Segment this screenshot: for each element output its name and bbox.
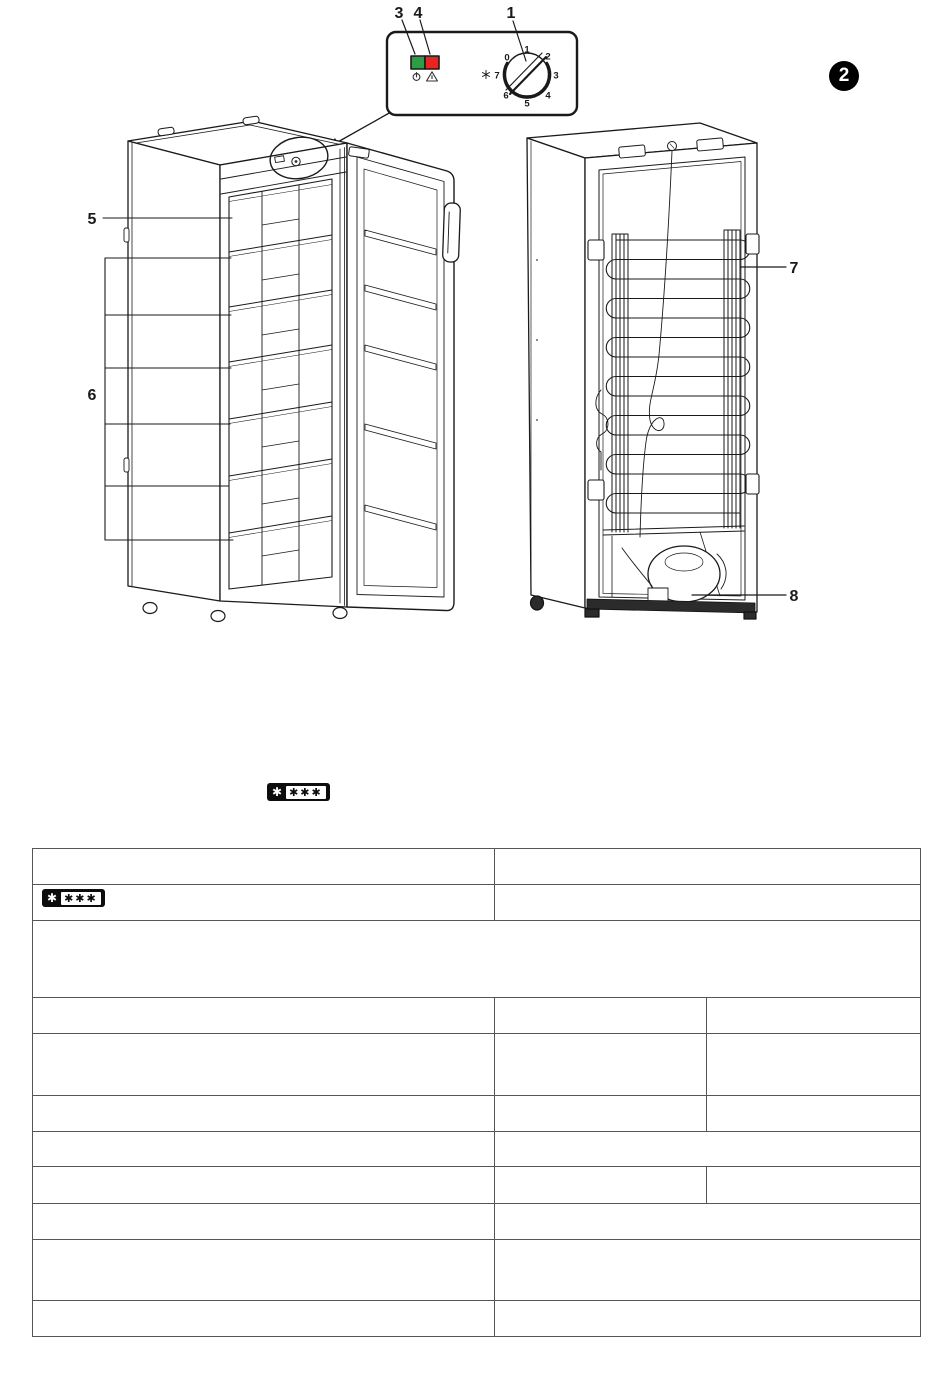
door-handle[interactable] (442, 203, 460, 263)
side-hinge-bump (124, 228, 129, 242)
mounting-bracket (746, 234, 759, 254)
table-cell (495, 1240, 920, 1300)
dial-number-7: 7 (494, 70, 500, 82)
callout-3-label: 3 (394, 5, 404, 22)
table-cell (495, 1167, 708, 1203)
table-cell (707, 1034, 920, 1095)
table-cell (495, 1034, 708, 1095)
table-cell (707, 998, 920, 1033)
freezer-star: ✱ (272, 785, 283, 799)
callout-1-label: 1 (506, 5, 516, 22)
table-cell (33, 1301, 495, 1336)
front-foot (333, 608, 347, 619)
rear-foot (531, 596, 544, 610)
table-cell (495, 1096, 708, 1131)
rear-top-bracket (619, 145, 646, 158)
table-cell (33, 1167, 495, 1203)
table-row (33, 998, 920, 1034)
table-row (33, 1167, 920, 1204)
table-row (33, 1204, 920, 1240)
mounting-bracket (588, 240, 604, 260)
table-cell (495, 885, 920, 920)
front-view-drawing (103, 116, 461, 622)
band-knob-dot (295, 160, 298, 163)
table-row (33, 1132, 920, 1167)
thermostat-knob[interactable] (506, 53, 549, 96)
green-pilot-light (411, 56, 425, 69)
table-cell (33, 885, 495, 920)
rear-foot (744, 612, 756, 619)
table-row (33, 1240, 920, 1301)
storage-stars: ✱✱✱ (61, 892, 101, 905)
callout-7-label: 7 (789, 260, 799, 277)
table-cell (707, 1167, 920, 1203)
table-cell (33, 1034, 495, 1095)
table-cell (495, 1132, 920, 1166)
callout-4-label: 4 (413, 5, 423, 22)
panel-leader-line (336, 112, 391, 143)
callout-8-label: 8 (789, 588, 799, 605)
table-cell (33, 1096, 495, 1131)
cabinet-side-face (128, 141, 220, 601)
dial-number-0: 0 (504, 52, 510, 64)
table-cell (495, 1301, 920, 1336)
rear-foot (585, 609, 599, 617)
table-cell (33, 849, 495, 884)
dial-number-6: 6 (503, 90, 509, 102)
table-cell (33, 921, 920, 997)
table-cell (33, 1132, 495, 1166)
table-row (33, 1034, 920, 1096)
cabinet-front-frame (220, 143, 347, 607)
freezer-star: ✱ (47, 891, 58, 905)
table-cell (495, 849, 920, 884)
table-row (33, 849, 920, 885)
spec-table (32, 848, 921, 1337)
dial-number-4: 4 (545, 90, 551, 102)
table-cell (707, 1096, 920, 1131)
table-cell (495, 998, 708, 1033)
front-foot (211, 611, 225, 622)
figure-number-badge: 2 (829, 61, 859, 91)
table-cell (33, 1204, 495, 1239)
table-cell (33, 998, 495, 1033)
table-row (33, 921, 920, 998)
dial-number-5: 5 (524, 98, 530, 110)
band-lights (275, 156, 285, 163)
table-row (33, 1301, 920, 1336)
table-cell (495, 1204, 920, 1239)
dial-number-1: 1 (524, 44, 530, 56)
control-panel-detail (325, 20, 577, 151)
four-star-freezer-icon (267, 783, 330, 801)
callout-6-label: 6 (87, 387, 97, 404)
front-foot (143, 603, 157, 614)
mounting-bracket (588, 480, 604, 500)
side-screw-dot (536, 259, 538, 261)
table-cell (33, 1240, 495, 1300)
side-screw-dot (536, 419, 538, 421)
rear-side-face (527, 138, 585, 608)
table-row (33, 1096, 920, 1132)
rear-view-drawing (527, 123, 786, 619)
open-door[interactable] (347, 143, 454, 611)
rear-top-bracket (697, 138, 724, 151)
side-hinge-bump (124, 458, 129, 472)
storage-stars: ✱✱✱ (286, 786, 326, 799)
side-screw-dot (536, 339, 538, 341)
callout-5-label: 5 (87, 211, 97, 228)
table-row (33, 885, 920, 921)
red-alarm-light (425, 56, 439, 69)
mounting-bracket (746, 474, 759, 494)
dial-number-2: 2 (545, 51, 551, 63)
compressor-terminal-box (648, 588, 668, 601)
dial-number-3: 3 (553, 70, 559, 82)
